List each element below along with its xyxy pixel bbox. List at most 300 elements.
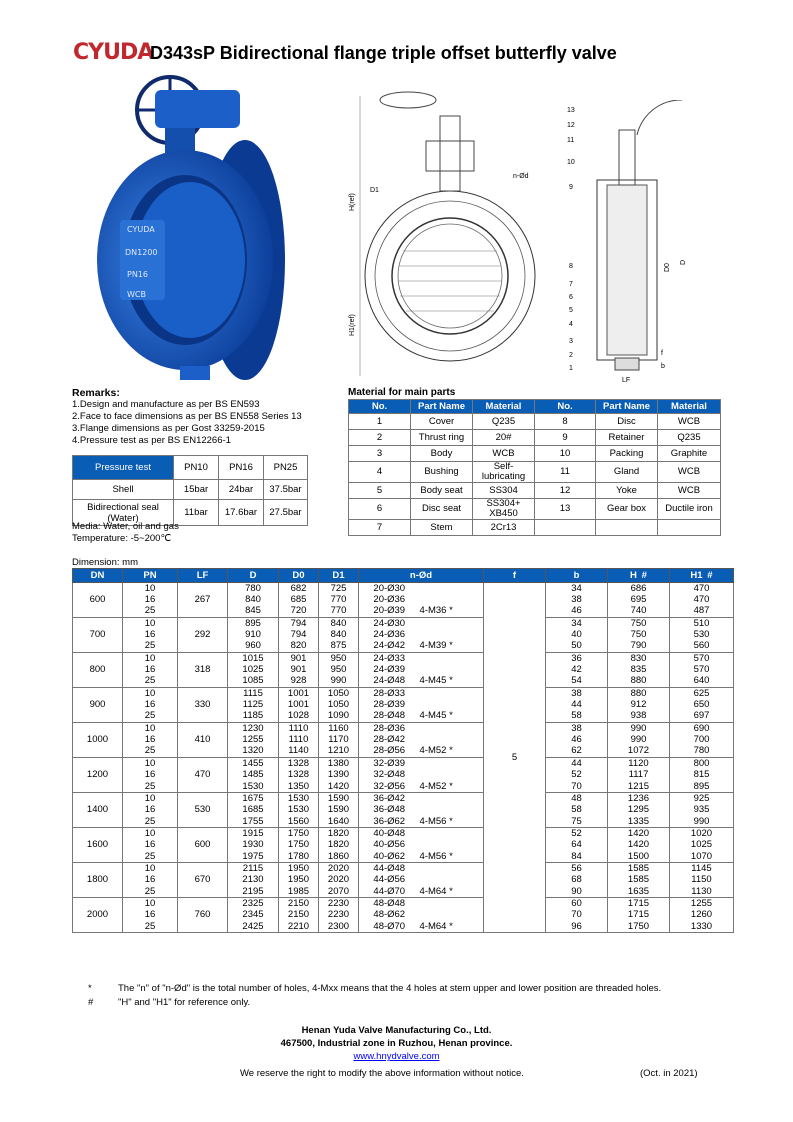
dim-cell: 1120 [608, 758, 670, 770]
dim-header: f [484, 569, 546, 583]
dim-cell: 1170 [319, 734, 359, 746]
dim-cell: 10 [123, 898, 178, 910]
dim-cell: 4-M56 * [420, 816, 484, 828]
dim-cell: 1530 [279, 793, 319, 805]
dim-cell: 901 [279, 664, 319, 676]
dim-cell: 25 [123, 921, 178, 933]
dim-cell: 44-Ø70 [359, 886, 420, 898]
mat-cell: WCB [658, 483, 721, 499]
dim-cell: 10 [123, 793, 178, 805]
dim-cell: 1950 [279, 863, 319, 875]
dim-cell: 1685 [228, 804, 279, 816]
dim-cell: 1985 [279, 886, 319, 898]
mat-cell: WCB [658, 462, 721, 483]
dim-cell: 1255 [228, 734, 279, 746]
callout-11: 11 [567, 137, 575, 144]
dim-row [73, 688, 734, 700]
dim-cell: 1328 [279, 758, 319, 770]
dim-cell: 935 [670, 804, 734, 816]
dim-cell [420, 734, 484, 746]
dim-cell: 410 [178, 723, 228, 758]
dim-cell: 570 [670, 653, 734, 665]
dim-cell: 1160 [319, 723, 359, 735]
dim-cell: 2115 [228, 863, 279, 875]
dim-cell: 960 [228, 641, 279, 653]
dim-cell: 1110 [279, 734, 319, 746]
dim-cell: 25 [123, 851, 178, 863]
dim-cell: 24-Ø30 [359, 618, 420, 630]
company-name: Henan Yuda Valve Manufacturing Co., Ltd. [301, 1025, 492, 1036]
dim-header: D [228, 569, 279, 583]
dim-cell: 1185 [228, 711, 279, 723]
dim-row [73, 839, 734, 851]
dim-cell: 52 [546, 828, 608, 840]
dim-cell: 1025 [228, 664, 279, 676]
mat-row [349, 430, 721, 446]
dim-row [73, 886, 734, 898]
dim-cell: 24-Ø48 [359, 676, 420, 688]
dim-cell [420, 828, 484, 840]
dim-cell: 990 [608, 734, 670, 746]
dim-cell: 530 [670, 629, 734, 641]
dim-cell: 20-Ø36 [359, 594, 420, 606]
dim-row [73, 828, 734, 840]
dim-cell [420, 583, 484, 595]
dim-row [73, 874, 734, 886]
pressure-cell: 17.6bar [219, 500, 264, 526]
dim-label-d: D [680, 259, 687, 265]
mat-row [349, 462, 721, 483]
dim-cell: 1530 [228, 781, 279, 793]
media-line: Media: Water, oil and gas [72, 521, 179, 532]
dim-cell: 815 [670, 769, 734, 781]
dim-cell: 910 [228, 629, 279, 641]
dim-cell: 682 [279, 583, 319, 595]
mat-cell: SS304+ XB450 [473, 499, 535, 520]
dim-cell: 800 [670, 758, 734, 770]
dim-cell: 16 [123, 594, 178, 606]
mat-cell: 4 [349, 462, 411, 483]
dim-cell: 5 [484, 583, 546, 933]
dim-cell: 36-Ø62 [359, 816, 420, 828]
dim-cell: 1755 [228, 816, 279, 828]
dim-cell: 1750 [279, 828, 319, 840]
pressure-cell: 24bar [219, 480, 264, 500]
dim-cell: 96 [546, 921, 608, 933]
dim-cell: 487 [670, 606, 734, 618]
dim-cell: 10 [123, 758, 178, 770]
dim-cell: 2020 [319, 863, 359, 875]
dim-header: PN [123, 569, 178, 583]
note-line [88, 982, 661, 996]
dim-row [73, 664, 734, 676]
dim-cell: 1090 [319, 711, 359, 723]
dim-row [73, 653, 734, 665]
dim-cell: 1500 [608, 851, 670, 863]
dim-cell: 2150 [279, 909, 319, 921]
dim-cell: 690 [670, 723, 734, 735]
mat-header: Material [658, 400, 721, 414]
dim-cell [420, 898, 484, 910]
mat-row [349, 446, 721, 462]
mat-cell: 3 [349, 446, 411, 462]
dim-cell: 24-Ø33 [359, 653, 420, 665]
mat-header: Material [473, 400, 535, 414]
dim-label-h: H(ref) [349, 193, 356, 211]
dim-cell: 695 [608, 594, 670, 606]
mat-cell: Disc [596, 414, 658, 430]
callout-2: 2 [569, 352, 573, 359]
dim-cell: 740 [608, 606, 670, 618]
dim-cell: 1400 [73, 793, 123, 828]
dim-cell: 4-M56 * [420, 851, 484, 863]
mat-cell [596, 520, 658, 536]
dim-cell: 28-Ø48 [359, 711, 420, 723]
dim-cell [420, 629, 484, 641]
dim-cell: 1780 [279, 851, 319, 863]
dim-cell: 28-Ø36 [359, 723, 420, 735]
dim-cell: 1590 [319, 793, 359, 805]
dim-cell: 830 [608, 653, 670, 665]
dim-cell: 760 [178, 898, 228, 933]
dim-cell: 1140 [279, 746, 319, 758]
dim-cell: 40 [546, 629, 608, 641]
pressure-cell: 11bar [174, 500, 219, 526]
mat-cell: WCB [473, 446, 535, 462]
dim-cell [420, 769, 484, 781]
front-view-drawing [348, 86, 563, 376]
dim-cell: 36-Ø48 [359, 804, 420, 816]
dim-cell [420, 653, 484, 665]
dim-cell: 1975 [228, 851, 279, 863]
dim-row [73, 746, 734, 758]
brand-logo: CYUDA [73, 40, 154, 65]
note-text: "H" and "H1" for reference only. [118, 997, 251, 1008]
dim-cell: 48-Ø70 [359, 921, 420, 933]
dim-cell: 25 [123, 711, 178, 723]
callout-1: 1 [569, 365, 573, 372]
dim-cell: 1455 [228, 758, 279, 770]
mat-cell: Gear box [596, 499, 658, 520]
mat-cell: Bushing [411, 462, 473, 483]
page-title: D343sP Bidirectional flange triple offset butterfly valve [150, 43, 617, 63]
mat-row [349, 520, 721, 536]
dim-cell: 790 [608, 641, 670, 653]
dim-cell: 750 [608, 618, 670, 630]
dim-cell: 4-M64 * [420, 921, 484, 933]
dim-cell: 1050 [319, 699, 359, 711]
dim-cell: 16 [123, 769, 178, 781]
mat-cell: Stem [411, 520, 473, 536]
dim-cell: 1115 [228, 688, 279, 700]
callout-4: 4 [569, 321, 573, 328]
dim-cell: 4-M45 * [420, 711, 484, 723]
dim-cell: 895 [228, 618, 279, 630]
dim-cell: 1715 [608, 909, 670, 921]
callout-12: 12 [567, 122, 575, 129]
dim-cell: 16 [123, 699, 178, 711]
dim-cell: 25 [123, 746, 178, 758]
dim-cell: 32-Ø56 [359, 781, 420, 793]
dim-cell: 54 [546, 676, 608, 688]
dim-row [73, 781, 734, 793]
dim-cell [420, 839, 484, 851]
mat-row [349, 499, 721, 520]
dim-row [73, 898, 734, 910]
dim-cell: 820 [279, 641, 319, 653]
dim-cell: 1125 [228, 699, 279, 711]
callout-7: 7 [569, 281, 573, 288]
dim-cell: 40-Ø48 [359, 828, 420, 840]
dim-cell: 292 [178, 618, 228, 653]
dim-cell: 4-M39 * [420, 641, 484, 653]
dim-cell: 36 [546, 653, 608, 665]
dim-cell: 1715 [608, 898, 670, 910]
dim-cell: 794 [279, 629, 319, 641]
dim-row [73, 583, 734, 595]
dim-row [73, 641, 734, 653]
dim-cell: 4-M64 * [420, 886, 484, 898]
dim-cell: 4-M36 * [420, 606, 484, 618]
mat-cell [535, 520, 596, 536]
dim-cell: 46 [546, 606, 608, 618]
dim-cell: 470 [178, 758, 228, 793]
dim-cell: 780 [228, 583, 279, 595]
remark-line: 2.Face to face dimensions as per BS EN558 Series 13 [72, 411, 302, 422]
dim-row [73, 769, 734, 781]
dim-cell: 625 [670, 688, 734, 700]
dim-row [73, 734, 734, 746]
mat-cell: WCB [658, 414, 721, 430]
dim-cell: 16 [123, 734, 178, 746]
dim-cell: 2345 [228, 909, 279, 921]
dim-cell: 1800 [73, 863, 123, 898]
materials-table [348, 399, 721, 536]
dim-cell: 1210 [319, 746, 359, 758]
dim-cell: 56 [546, 863, 608, 875]
dim-cell: 835 [608, 664, 670, 676]
dim-cell: 34 [546, 583, 608, 595]
dim-cell: 685 [279, 594, 319, 606]
dimension-table [72, 568, 734, 933]
dim-cell: 895 [670, 781, 734, 793]
website-link[interactable]: www.hnydvalve.com [353, 1051, 440, 1062]
dim-cell: 770 [319, 594, 359, 606]
dim-cell: 1000 [73, 723, 123, 758]
dim-cell: 32-Ø48 [359, 769, 420, 781]
dim-cell: 44 [546, 758, 608, 770]
dim-cell: 70 [546, 781, 608, 793]
dim-cell: 928 [279, 676, 319, 688]
dim-row [73, 909, 734, 921]
dim-cell: 1820 [319, 828, 359, 840]
body-mark-material: WCB [127, 290, 146, 299]
dim-cell: 912 [608, 699, 670, 711]
dim-header: b [546, 569, 608, 583]
mat-row [349, 483, 721, 499]
dim-cell: 570 [670, 664, 734, 676]
dim-cell: 38 [546, 688, 608, 700]
mat-header: No. [349, 400, 411, 414]
dim-cell: 70 [546, 909, 608, 921]
dim-cell: 1585 [608, 863, 670, 875]
dim-cell: 2000 [73, 898, 123, 933]
dim-row [73, 816, 734, 828]
dim-cell: 2130 [228, 874, 279, 886]
dim-cell: 670 [178, 863, 228, 898]
pressure-header: PN10 [174, 456, 219, 480]
mat-cell: 2 [349, 430, 411, 446]
dim-label-lf: LF [622, 377, 631, 384]
dim-cell: 1117 [608, 769, 670, 781]
dim-cell: 1050 [319, 688, 359, 700]
gearbox [155, 90, 240, 128]
dim-cell: 2195 [228, 886, 279, 898]
mat-cell: 2Cr13 [473, 520, 535, 536]
dim-cell: 840 [319, 618, 359, 630]
dim-cell: 1328 [279, 769, 319, 781]
dim-label-f: f [661, 350, 663, 357]
dim-cell: 16 [123, 664, 178, 676]
materials-caption: Material for main parts [348, 387, 456, 398]
dim-label-nd: n-Ød [513, 173, 529, 180]
dim-cell [420, 804, 484, 816]
dim-header: n-Ød [359, 569, 484, 583]
mat-cell: Gland [596, 462, 658, 483]
dim-cell: 780 [670, 746, 734, 758]
dim-label-d0: D0 [664, 263, 671, 272]
dim-cell: 700 [73, 618, 123, 653]
dim-cell: 1130 [670, 886, 734, 898]
dim-cell: 2425 [228, 921, 279, 933]
dim-row [73, 723, 734, 735]
valve-photo [95, 70, 285, 385]
dim-cell: 1215 [608, 781, 670, 793]
dim-cell: 770 [319, 606, 359, 618]
dim-row [73, 804, 734, 816]
dim-cell: 1260 [670, 909, 734, 921]
remark-line: 1.Design and manufacture as per BS EN593 [72, 399, 260, 410]
dim-cell: 700 [670, 734, 734, 746]
dim-header: DN [73, 569, 123, 583]
dim-cell: 2230 [319, 909, 359, 921]
dim-cell: 1070 [670, 851, 734, 863]
dim-cell [420, 723, 484, 735]
dim-cell: 510 [670, 618, 734, 630]
remarks-heading: Remarks: [72, 387, 120, 399]
dim-cell: 24-Ø39 [359, 664, 420, 676]
dim-header: LF [178, 569, 228, 583]
mat-cell: Body [411, 446, 473, 462]
dim-cell: 1200 [73, 758, 123, 793]
dim-cell [420, 874, 484, 886]
mat-cell: 10 [535, 446, 596, 462]
dim-cell: 950 [319, 653, 359, 665]
note-line [88, 996, 661, 1010]
mat-cell: SS304 [473, 483, 535, 499]
dim-cell: 58 [546, 711, 608, 723]
dim-cell: 24-Ø42 [359, 641, 420, 653]
mat-cell: 20# [473, 430, 535, 446]
dim-cell: 40-Ø62 [359, 851, 420, 863]
body-mark-pn: PN16 [127, 270, 148, 279]
notes [88, 982, 661, 1010]
dim-cell: 1750 [608, 921, 670, 933]
dim-cell [420, 664, 484, 676]
dim-cell: 40-Ø56 [359, 839, 420, 851]
dim-cell: 1236 [608, 793, 670, 805]
dim-cell: 1530 [279, 804, 319, 816]
dim-cell [420, 758, 484, 770]
callout-13: 13 [567, 107, 575, 114]
dim-cell: 1390 [319, 769, 359, 781]
mat-row [349, 414, 721, 430]
remarks [72, 387, 302, 447]
dim-cell [420, 618, 484, 630]
dim-cell: 330 [178, 688, 228, 723]
dim-cell: 1020 [670, 828, 734, 840]
dim-row [73, 758, 734, 770]
dim-cell: 650 [670, 699, 734, 711]
dim-cell: 1150 [670, 874, 734, 886]
dim-cell: 840 [319, 629, 359, 641]
dim-cell: 38 [546, 594, 608, 606]
pressure-cell: 37.5bar [264, 480, 308, 500]
dim-cell [420, 793, 484, 805]
dim-cell: 530 [178, 793, 228, 828]
dim-cell: 1145 [670, 863, 734, 875]
remark-line: 4.Pressure test as per BS EN12266-1 [72, 435, 231, 446]
mat-cell: Yoke [596, 483, 658, 499]
dim-cell: 875 [319, 641, 359, 653]
dim-cell: 470 [670, 583, 734, 595]
dim-row [73, 851, 734, 863]
dim-cell: 1015 [228, 653, 279, 665]
dim-cell: 25 [123, 781, 178, 793]
dim-cell: 28-Ø42 [359, 734, 420, 746]
dim-cell: 2070 [319, 886, 359, 898]
dim-cell: 25 [123, 816, 178, 828]
dim-cell: 42 [546, 664, 608, 676]
dim-cell: 16 [123, 629, 178, 641]
mat-cell: 12 [535, 483, 596, 499]
dim-cell: 901 [279, 653, 319, 665]
dim-cell: 84 [546, 851, 608, 863]
dim-cell: 75 [546, 816, 608, 828]
dim-cell: 28-Ø39 [359, 699, 420, 711]
dim-cell: 800 [73, 653, 123, 688]
pressure-cell: 15bar [174, 480, 219, 500]
dim-cell: 600 [73, 583, 123, 618]
dim-cell: 1600 [73, 828, 123, 863]
dim-cell: 10 [123, 688, 178, 700]
dim-cell: 16 [123, 909, 178, 921]
dim-cell: 10 [123, 583, 178, 595]
dim-cell: 900 [73, 688, 123, 723]
dim-cell: 32-Ø39 [359, 758, 420, 770]
dim-label-h1: H1(ref) [349, 314, 356, 336]
dim-cell: 46 [546, 734, 608, 746]
mat-cell: 7 [349, 520, 411, 536]
dim-cell: 1675 [228, 793, 279, 805]
dim-label-d1: D1 [370, 187, 379, 194]
dim-cell: 25 [123, 886, 178, 898]
dim-row [73, 594, 734, 606]
dimension-caption: Dimension: mm [72, 557, 138, 568]
dim-cell [420, 594, 484, 606]
dim-cell: 2210 [279, 921, 319, 933]
dim-cell: 2230 [319, 898, 359, 910]
